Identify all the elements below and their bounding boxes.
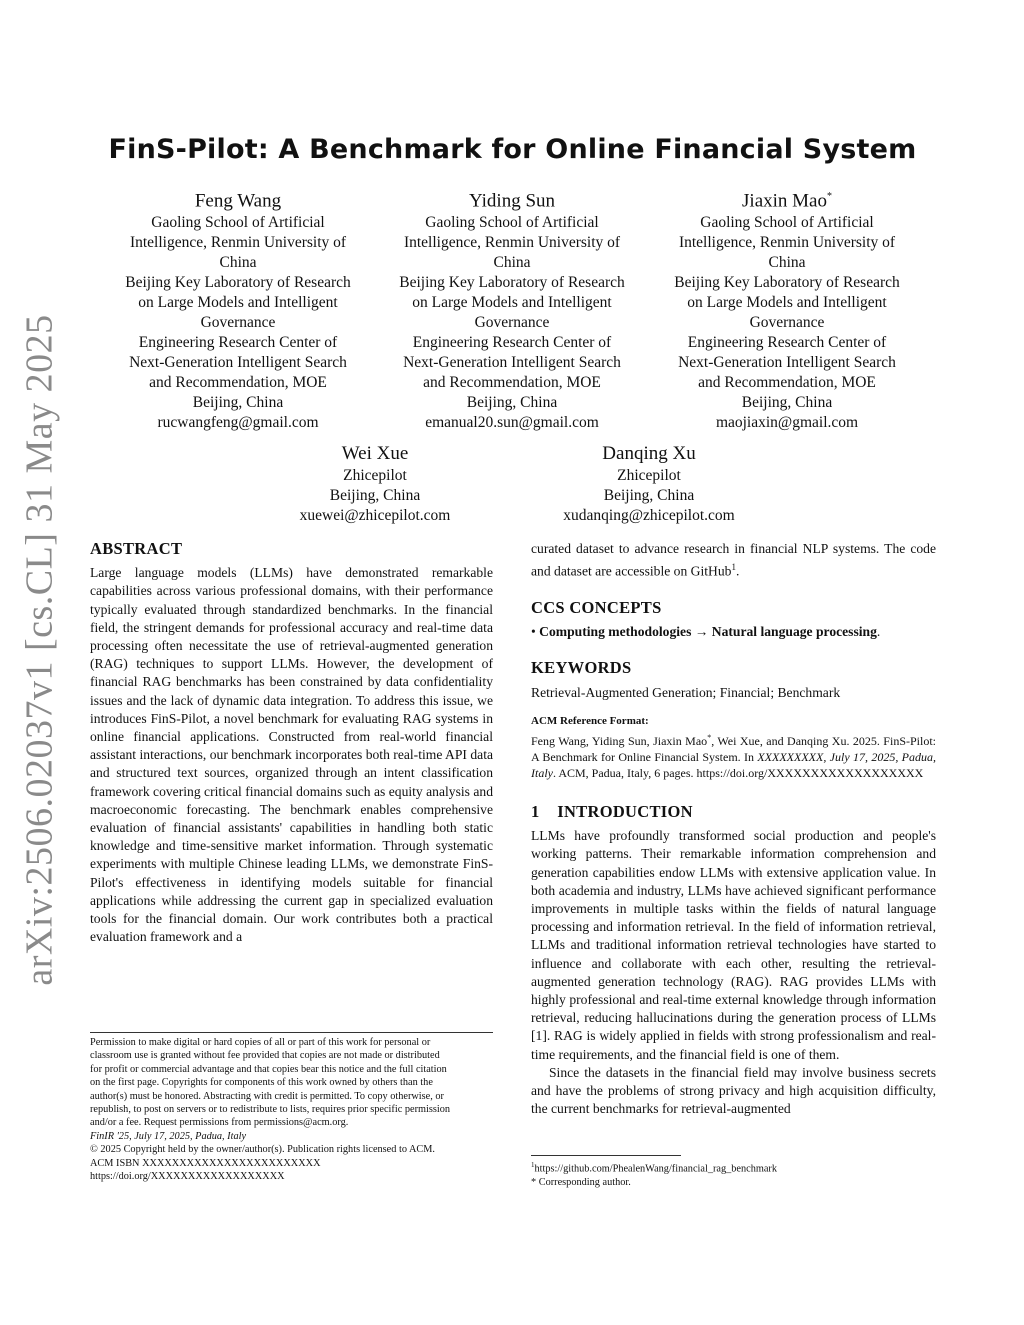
introduction-paragraph-2: Since the datasets in the financial field may involve business secrets and have the problems of strong privacy and high acquisition difficulty, the current benchmarks for retrieval-augmented: [531, 1064, 936, 1117]
affiliation-line: Beijing, China: [329, 487, 421, 504]
affiliation-line: Gaoling School of Artificial: [425, 214, 599, 232]
left-column: [90, 540, 493, 946]
affiliation-line: Governance: [749, 314, 825, 332]
corresponding-author-mark: *: [826, 191, 832, 202]
affiliation-line: Beijing Key Laboratory of Research: [125, 274, 351, 292]
permission-line: classroom use is granted without fee provided that copies are not made or distributed: [90, 1050, 440, 1062]
ccs-heading: CCS CONCEPTS: [531, 597, 662, 617]
permission-line: for profit or commercial advantage and that copies bear this notice and the full citation: [90, 1063, 447, 1075]
ccs-item: • Computing methodologies → Natural language processing.: [531, 624, 881, 640]
affiliation-line: Beijing, China: [741, 394, 833, 412]
permission-line: on the first page. Copyrights for components of this work owned by others than the: [90, 1077, 433, 1089]
affiliation-line: Governance: [200, 314, 276, 332]
affiliation-line: Intelligence, Renmin University of: [678, 234, 896, 252]
permission-line: republish, to post on servers or to redistribute to lists, requires prior specific permission: [90, 1104, 451, 1116]
introduction-paragraph-1: LLMs have profoundly transformed social production and people's working patterns. Their remarkable information comprehension and generation capabilities endow LLMs with extensive application value. In both academia and industry, LLMs have achieved significant performance improvements in multiple tasks within the fields of natural language processing and information retrieval. In the field of information retrieval, LLMs and traditional information retrieval technologies have started to influence and collaborate with each other, resulting the retrieval-augmented generation technology (RAG). RAG provides LLMs with highly professional and real-time external knowledge through information retrieval, reducing hallucinations during the generation process of LLMs [1]. RAG is widely applied in fields with strong professionalism and real-time requirements, and the financial field is one of them.: [531, 828, 936, 1062]
author-name: Danqing Xu: [602, 443, 696, 464]
author-name: Yiding Sun: [468, 190, 556, 212]
right-footnote-divider: [531, 1155, 681, 1156]
arxiv-stamp: [10, 314, 70, 986]
right-footnotes: [531, 1158, 936, 1190]
affiliation-line: Gaoling School of Artificial: [151, 214, 325, 232]
author-name: Jiaxin Mao*: [742, 190, 832, 212]
affiliation-line: Engineering Research Center of: [412, 334, 612, 352]
permission-line: and/or a fee. Request permissions from permissions@acm.org.: [90, 1117, 349, 1129]
venue-line: FinIR '25, July 17, 2025, Padua, Italy: [90, 1130, 247, 1142]
keywords-text: Retrieval-Augmented Generation; Financial; Benchmark: [531, 684, 841, 700]
introduction-heading: 1 INTRODUCTION: [531, 801, 693, 821]
paper-title: FinS-Pilot: A Benchmark for Online Financial System: [108, 134, 917, 165]
author-block-2: [382, 185, 642, 433]
affiliation-line: Gaoling School of Artificial: [700, 214, 874, 232]
author-block-1: [108, 185, 368, 433]
author-email[interactable]: emanual20.sun@gmail.com: [425, 414, 599, 432]
affiliation-line: Intelligence, Renmin University of: [403, 234, 621, 252]
arxiv-stamp-text: arXiv:2506.02037v1 [cs.CL] 31 May 2025: [19, 314, 62, 986]
author-email[interactable]: maojiaxin@gmail.com: [715, 414, 859, 432]
permission-line: author(s) must be honored. Abstracting with credit is permitted. To copy otherwise, or: [90, 1090, 444, 1102]
affiliation-line: Beijing, China: [466, 394, 558, 412]
footnote-corresponding: * Corresponding author.: [531, 1177, 631, 1189]
affiliation-line: on Large Models and Intelligent: [412, 294, 612, 312]
affiliation-line: China: [768, 254, 806, 272]
affiliation-line: Beijing Key Laboratory of Research: [399, 274, 625, 292]
affiliation-line: and Recommendation, MOE: [698, 374, 876, 392]
copyright-line: © 2025 Copyright held by the owner/author(s). Publication rights licensed to ACM.: [90, 1144, 436, 1156]
author-name: Wei Xue: [341, 443, 409, 464]
right-column: [531, 540, 936, 1118]
affiliation-line: Engineering Research Center of: [138, 334, 338, 352]
doi-link[interactable]: https://doi.org/XXXXXXXXXXXXXXXXXX: [90, 1171, 285, 1183]
author-name: Feng Wang: [194, 190, 282, 212]
author-block-3: [657, 185, 917, 433]
affiliation-line: Next-Generation Intelligent Search: [129, 354, 347, 372]
keywords-heading: KEYWORDS: [531, 658, 632, 678]
permission-line: Permission to make digital or hard copies of all or part of this work for personal or: [90, 1037, 431, 1048]
affiliation-line: Next-Generation Intelligent Search: [678, 354, 896, 372]
affiliation-line: China: [219, 254, 257, 272]
affiliation-line: Beijing Key Laboratory of Research: [674, 274, 900, 292]
affiliation-line: and Recommendation, MOE: [149, 374, 327, 392]
author-block-5: [519, 442, 779, 526]
affiliation-line: Next-Generation Intelligent Search: [403, 354, 621, 372]
affiliation-line: Governance: [474, 314, 550, 332]
affiliation-line: Intelligence, Renmin University of: [129, 234, 347, 252]
author-email[interactable]: rucwangfeng@gmail.com: [157, 414, 319, 432]
affiliation-line: Zhicepilot: [343, 467, 407, 484]
abstract-heading: ABSTRACT: [90, 539, 183, 558]
affiliation-line: on Large Models and Intelligent: [138, 294, 338, 312]
affiliation-line: Engineering Research Center of: [687, 334, 887, 352]
isbn-line: ACM ISBN XXXXXXXXXXXXXXXXXXXXXXXX: [90, 1157, 321, 1169]
affiliation-line: and Recommendation, MOE: [423, 374, 601, 392]
abstract-text: Large language models (LLMs) have demonstrated remarkable capabilities across various professional domains, with their performance typically evaluated through standardized benchmarks. In the financial field, the stringent demands for professional accuracy and real-time data processing often necessitate the use of retrieval-augmented generation (RAG) techniques to support LLMs. However, the development of financial RAG benchmarks has been constrained by data confidentiality issues and the lack of dynamic data integration. To address this issue, we introduces FinS-Pilot, a novel benchmark for evaluating RAG systems in online financial applications. Constructed from real-world financial assistant interactions, our benchmark incorporates both real-time API data and structured text sources, organized through an intent classification framework covering critical financial domains such as equity analysis and macroeconomic forecasting. The benchmark enables comprehensive evaluation of financial assistants' capabilities in handling both static knowledge and time-sensitive market information. Through systematic experiments with multiple Chinese leading LLMs, we demonstrate FinS-Pilot's effectiveness in identifying models suitable for financial applications while addressing the current gap in specialized evaluation tools for the financial domain. Our work contributes both a practical evaluation framework and a: [90, 565, 493, 945]
footnote-divider: [90, 1032, 493, 1033]
affiliation-line: Beijing, China: [192, 394, 284, 412]
acm-reference-heading: ACM Reference Format:: [531, 714, 649, 727]
footnote-github[interactable]: $^1$https://github.com/PhealenWang/financial_rag_benchmark: [531, 1161, 778, 1175]
abstract-continued: curated dataset to advance research in financial NLP systems. The code and dataset are accessible on GitHub$^1$.: [531, 541, 936, 579]
affiliation-line: Beijing, China: [603, 487, 695, 504]
permission-notice: [90, 1036, 493, 1183]
author-block-4: [245, 442, 505, 526]
acm-reference-text: Feng Wang, Yiding Sun, Jiaxin Mao*, Wei Xue, and Danqing Xu. 2025. FinS-Pilot: A Benchmark for Online Financial System. In XXXXXXXXX, July 17, 2025, Padua, Italy. ACM, Padua, Italy, 6 pages. https://doi.org/XXXXXXXXXXXXXXXXXX: [531, 732, 936, 780]
affiliation-line: on Large Models and Intelligent: [687, 294, 887, 312]
affiliation-line: Zhicepilot: [617, 467, 681, 484]
author-email[interactable]: xuewei@zhicepilot.com: [299, 507, 451, 524]
author-email[interactable]: xudanqing@zhicepilot.com: [563, 507, 735, 524]
affiliation-line: China: [493, 254, 531, 272]
